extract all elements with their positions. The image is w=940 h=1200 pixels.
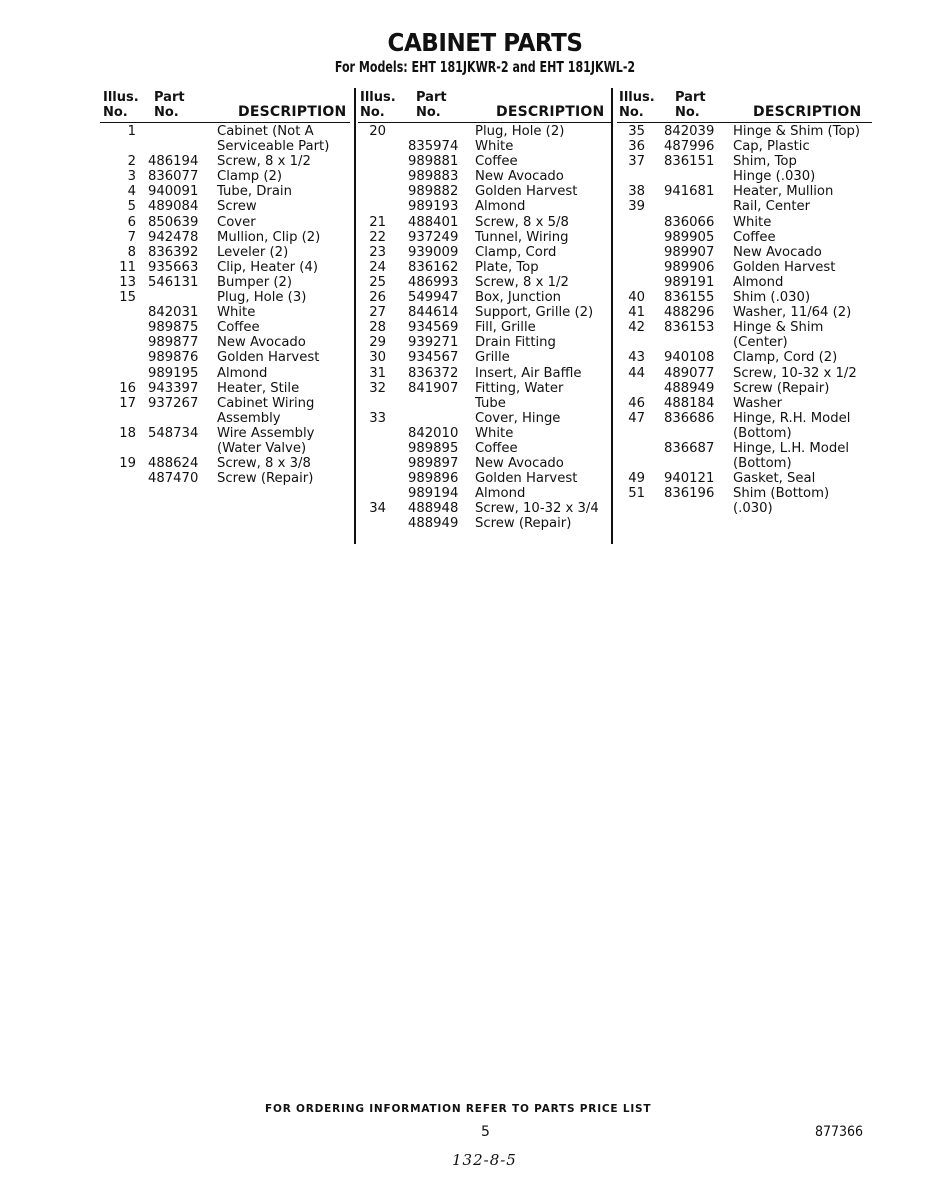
- column-header: [358, 88, 611, 123]
- part-description: (Center): [733, 335, 788, 351]
- illus-number: 34: [369, 501, 386, 517]
- parts-row: [358, 366, 611, 381]
- page-title: CABINET PARTS: [387, 28, 583, 57]
- parts-list: [100, 123, 350, 486]
- header-illus-line2: No.: [103, 105, 128, 120]
- part-description: Shim (.030): [733, 290, 811, 306]
- part-description: Bumper (2): [217, 274, 293, 290]
- part-description: Plug, Hole (3): [217, 290, 307, 306]
- part-number: 488296: [664, 305, 715, 321]
- illus-number: 11: [119, 259, 136, 275]
- page-number: 5: [481, 1124, 490, 1140]
- part-description: (Bottom): [733, 456, 792, 472]
- illus-number: 22: [369, 229, 386, 245]
- illus-number: 37: [628, 154, 645, 170]
- illus-number: 40: [628, 290, 645, 306]
- part-number: 548734: [148, 425, 199, 441]
- illus-number: 5: [127, 199, 136, 215]
- part-description: Almond: [475, 199, 526, 215]
- part-description: White: [733, 214, 772, 230]
- part-description: Screw: [217, 199, 257, 215]
- header-part-line1: Part: [675, 90, 706, 105]
- parts-row: [100, 396, 350, 411]
- part-number: 989896: [408, 471, 459, 487]
- part-description: Assembly: [217, 410, 281, 426]
- part-description: Coffee: [733, 229, 776, 245]
- illus-number: 42: [628, 320, 645, 336]
- part-number: 836392: [148, 244, 199, 260]
- part-description: Hinge (.030): [733, 169, 816, 185]
- header-part-line2: No.: [154, 105, 179, 120]
- parts-row: [358, 441, 611, 456]
- parts-row: [617, 184, 872, 199]
- illus-number: 1: [127, 124, 136, 139]
- part-number: 989895: [408, 440, 459, 456]
- parts-column-3: [617, 88, 872, 516]
- parts-row: [100, 230, 350, 245]
- header-illus-no: [619, 90, 655, 120]
- parts-row: [358, 260, 611, 275]
- illus-number: 8: [127, 244, 136, 260]
- parts-row: [100, 215, 350, 230]
- part-number: 836162: [408, 259, 459, 275]
- parts-column-1: [100, 88, 350, 486]
- parts-row: [100, 441, 350, 456]
- parts-row: [100, 350, 350, 365]
- part-number: 546131: [148, 274, 199, 290]
- part-description: Coffee: [475, 154, 518, 170]
- illus-number: 26: [369, 290, 386, 306]
- parts-row: [617, 366, 872, 381]
- illus-number: 2: [127, 154, 136, 170]
- illus-number: 30: [369, 350, 386, 366]
- part-description: Screw (Repair): [733, 380, 830, 396]
- header-part-line1: Part: [416, 90, 447, 105]
- part-number: 989882: [408, 184, 459, 200]
- part-number: 844614: [408, 305, 459, 321]
- header-illus-line2: No.: [360, 105, 385, 120]
- parts-row: [617, 411, 872, 426]
- part-description: Hinge & Shim (Top): [733, 124, 861, 139]
- part-description: White: [475, 425, 514, 441]
- parts-row: [100, 290, 350, 305]
- parts-row: [100, 305, 350, 320]
- part-description: Fitting, Water: [475, 380, 564, 396]
- parts-row: [358, 305, 611, 320]
- part-description: Screw, 10-32 x 1/2: [733, 365, 857, 381]
- part-description: New Avocado: [217, 335, 306, 351]
- part-number: 935663: [148, 259, 199, 275]
- parts-row: [358, 456, 611, 471]
- part-number: 488184: [664, 395, 715, 411]
- parts-row: [617, 139, 872, 154]
- illus-number: 20: [369, 124, 386, 139]
- part-description: Golden Harvest: [475, 471, 578, 487]
- part-description: Support, Grille (2): [475, 305, 594, 321]
- parts-row: [100, 184, 350, 199]
- parts-row: [358, 411, 611, 426]
- page-subtitle: For Models: EHT 181JKWR-2 and EHT 181JKWL-2: [334, 58, 636, 76]
- parts-list: [617, 123, 872, 516]
- part-number: 842039: [664, 124, 715, 139]
- part-number: 836686: [664, 410, 715, 426]
- part-description: Tube, Drain: [217, 184, 292, 200]
- illus-number: 17: [119, 395, 136, 411]
- illus-number: 31: [369, 365, 386, 381]
- illus-number: 3: [127, 169, 136, 185]
- part-description: Hinge, L.H. Model: [733, 440, 850, 456]
- part-number: 835974: [408, 139, 459, 155]
- part-number: 934567: [408, 350, 459, 366]
- part-description: Clamp, Cord (2): [733, 350, 838, 366]
- header-part-line2: No.: [675, 105, 700, 120]
- parts-row: [358, 396, 611, 411]
- parts-row: [358, 230, 611, 245]
- part-description: Golden Harvest: [475, 184, 578, 200]
- part-description: Cabinet (Not A: [217, 124, 314, 139]
- part-description: Hinge, R.H. Model: [733, 410, 851, 426]
- part-description: Leveler (2): [217, 244, 289, 260]
- parts-row: [100, 260, 350, 275]
- part-number: 989905: [664, 229, 715, 245]
- part-number: 989194: [408, 486, 459, 502]
- part-number: 842010: [408, 425, 459, 441]
- column-divider-1: [354, 88, 356, 544]
- part-number: 989195: [148, 365, 199, 381]
- part-number: 489084: [148, 199, 199, 215]
- parts-row: [100, 275, 350, 290]
- parts-row: [617, 245, 872, 260]
- parts-row: [617, 471, 872, 486]
- illus-number: 15: [119, 290, 136, 306]
- parts-row: [358, 350, 611, 365]
- part-description: Clamp (2): [217, 169, 283, 185]
- parts-row: [617, 305, 872, 320]
- parts-row: [617, 501, 872, 516]
- part-description: Tunnel, Wiring: [475, 229, 569, 245]
- parts-row: [358, 199, 611, 214]
- part-description: Screw, 8 x 5/8: [475, 214, 569, 230]
- part-description: Washer, 11/64 (2): [733, 305, 852, 321]
- part-description: New Avocado: [733, 244, 822, 260]
- part-number: 942478: [148, 229, 199, 245]
- parts-row: [100, 139, 350, 154]
- part-number: 836687: [664, 440, 715, 456]
- parts-row: [617, 350, 872, 365]
- parts-row: [358, 184, 611, 199]
- illus-number: 38: [628, 184, 645, 200]
- part-description: Screw, 8 x 3/8: [217, 456, 311, 472]
- illus-number: 16: [119, 380, 136, 396]
- header-illus-no: [360, 90, 396, 120]
- parts-row: [358, 501, 611, 516]
- parts-row: [617, 456, 872, 471]
- part-description: Screw, 8 x 1/2: [475, 274, 569, 290]
- part-number: 989875: [148, 320, 199, 336]
- part-description: Mullion, Clip (2): [217, 229, 321, 245]
- parts-row: [100, 471, 350, 486]
- illus-number: 25: [369, 274, 386, 290]
- part-number: 989881: [408, 154, 459, 170]
- part-number: 989876: [148, 350, 199, 366]
- parts-row: [617, 396, 872, 411]
- parts-row: [617, 215, 872, 230]
- part-number: 989897: [408, 456, 459, 472]
- parts-row: [100, 320, 350, 335]
- illus-number: 43: [628, 350, 645, 366]
- parts-row: [358, 471, 611, 486]
- illus-number: 13: [119, 274, 136, 290]
- part-number: 487470: [148, 471, 199, 487]
- illus-number: 47: [628, 410, 645, 426]
- header-part-line2: No.: [416, 105, 441, 120]
- parts-row: [617, 426, 872, 441]
- parts-row: [617, 260, 872, 275]
- header-part-no: [416, 90, 447, 120]
- part-description: Screw, 8 x 1/2: [217, 154, 311, 170]
- handwritten-note: 132-8-5: [452, 1151, 517, 1169]
- part-description: New Avocado: [475, 456, 564, 472]
- parts-list: [358, 123, 611, 532]
- part-number: 486194: [148, 154, 199, 170]
- part-description: (.030): [733, 501, 773, 517]
- parts-row: [617, 486, 872, 501]
- illus-number: 27: [369, 305, 386, 321]
- part-number: 836196: [664, 486, 715, 502]
- part-description: Grille: [475, 350, 510, 366]
- header-part-no: [154, 90, 185, 120]
- header-illus-line1: Illus.: [103, 90, 139, 105]
- column-header: [100, 88, 350, 123]
- illus-number: 51: [628, 486, 645, 502]
- part-description: Golden Harvest: [217, 350, 320, 366]
- illus-number: 49: [628, 471, 645, 487]
- illus-number: 28: [369, 320, 386, 336]
- parts-row: [617, 381, 872, 396]
- parts-row: [100, 169, 350, 184]
- part-description: Almond: [217, 365, 268, 381]
- illus-number: 21: [369, 214, 386, 230]
- part-number: 836077: [148, 169, 199, 185]
- illus-number: 6: [127, 214, 136, 230]
- illus-number: 18: [119, 425, 136, 441]
- part-number: 941681: [664, 184, 715, 200]
- illus-number: 23: [369, 244, 386, 260]
- part-number: 836372: [408, 365, 459, 381]
- part-description: (Water Valve): [217, 440, 307, 456]
- header-description: DESCRIPTION: [496, 104, 605, 120]
- header-illus-line2: No.: [619, 105, 644, 120]
- parts-row: [358, 169, 611, 184]
- part-number: 850639: [148, 214, 199, 230]
- part-number: 487996: [664, 139, 715, 155]
- part-number: 549947: [408, 290, 459, 306]
- part-description: White: [217, 305, 256, 321]
- part-number: 842031: [148, 305, 199, 321]
- part-number: 940108: [664, 350, 715, 366]
- illus-number: 24: [369, 259, 386, 275]
- part-description: Shim (Bottom): [733, 486, 830, 502]
- parts-row: [358, 245, 611, 260]
- header-part-line1: Part: [154, 90, 185, 105]
- part-description: Serviceable Part): [217, 139, 330, 155]
- part-number: 937249: [408, 229, 459, 245]
- parts-row: [358, 124, 611, 139]
- part-description: Almond: [475, 486, 526, 502]
- illus-number: 32: [369, 380, 386, 396]
- part-description: Plate, Top: [475, 259, 539, 275]
- part-description: Heater, Mullion: [733, 184, 834, 200]
- parts-row: [617, 275, 872, 290]
- part-description: Insert, Air Baffle: [475, 365, 582, 381]
- parts-row: [617, 335, 872, 350]
- parts-row: [100, 366, 350, 381]
- parts-row: [358, 486, 611, 501]
- parts-row: [617, 290, 872, 305]
- parts-row: [358, 290, 611, 305]
- illus-number: 35: [628, 124, 645, 139]
- illus-number: 46: [628, 395, 645, 411]
- part-number: 488401: [408, 214, 459, 230]
- parts-row: [358, 275, 611, 290]
- part-description: Clamp, Cord: [475, 244, 557, 260]
- parts-row: [358, 154, 611, 169]
- parts-row: [617, 441, 872, 456]
- part-description: Cover: [217, 214, 256, 230]
- parts-row: [358, 381, 611, 396]
- part-number: 989907: [664, 244, 715, 260]
- header-description: DESCRIPTION: [238, 104, 347, 120]
- parts-row: [100, 411, 350, 426]
- part-number: 989906: [664, 259, 715, 275]
- parts-row: [617, 169, 872, 184]
- part-number: 836153: [664, 320, 715, 336]
- part-number: 488949: [664, 380, 715, 396]
- parts-row: [100, 245, 350, 260]
- part-number: 836066: [664, 214, 715, 230]
- part-description: Rail, Center: [733, 199, 811, 215]
- ordering-note: FOR ORDERING INFORMATION REFER TO PARTS PRICE LIST: [265, 1103, 652, 1115]
- parts-row: [100, 124, 350, 139]
- part-description: Screw (Repair): [217, 471, 314, 487]
- part-description: Cap, Plastic: [733, 139, 810, 155]
- part-number: 943397: [148, 380, 199, 396]
- part-description: Screw, 10-32 x 3/4: [475, 501, 599, 517]
- part-number: 989877: [148, 335, 199, 351]
- part-number: 934569: [408, 320, 459, 336]
- part-description: Drain Fitting: [475, 335, 556, 351]
- document-number: 877366: [815, 1124, 864, 1140]
- part-description: Wire Assembly: [217, 425, 315, 441]
- part-number: 940121: [664, 471, 715, 487]
- header-illus-line1: Illus.: [360, 90, 396, 105]
- part-description: Golden Harvest: [733, 259, 836, 275]
- parts-row: [100, 381, 350, 396]
- part-number: 488624: [148, 456, 199, 472]
- header-illus-line1: Illus.: [619, 90, 655, 105]
- part-description: Almond: [733, 274, 784, 290]
- part-description: Heater, Stile: [217, 380, 300, 396]
- parts-row: [358, 335, 611, 350]
- parts-row: [100, 199, 350, 214]
- part-description: Box, Junction: [475, 290, 562, 306]
- part-number: 486993: [408, 274, 459, 290]
- part-description: Tube: [475, 395, 506, 411]
- parts-row: [100, 154, 350, 169]
- parts-row: [358, 426, 611, 441]
- part-number: 841907: [408, 380, 459, 396]
- parts-row: [358, 139, 611, 154]
- part-description: Screw (Repair): [475, 516, 572, 532]
- part-description: Hinge & Shim: [733, 320, 824, 336]
- column-divider-2: [611, 88, 613, 544]
- header-description: DESCRIPTION: [753, 104, 862, 120]
- part-number: 836151: [664, 154, 715, 170]
- parts-column-2: [358, 88, 611, 532]
- illus-number: 39: [628, 199, 645, 215]
- parts-row: [617, 230, 872, 245]
- parts-row: [617, 124, 872, 139]
- parts-row: [100, 335, 350, 350]
- part-description: New Avocado: [475, 169, 564, 185]
- illus-number: 33: [369, 410, 386, 426]
- part-description: Fill, Grille: [475, 320, 536, 336]
- header-part-no: [675, 90, 706, 120]
- part-description: Cabinet Wiring: [217, 395, 315, 411]
- part-description: Gasket, Seal: [733, 471, 816, 487]
- part-number: 489077: [664, 365, 715, 381]
- illus-number: 4: [127, 184, 136, 200]
- column-header: [617, 88, 872, 123]
- part-description: Clip, Heater (4): [217, 259, 318, 275]
- part-number: 488948: [408, 501, 459, 517]
- part-description: Coffee: [217, 320, 260, 336]
- illus-number: 19: [119, 456, 136, 472]
- parts-row: [617, 320, 872, 335]
- part-number: 940091: [148, 184, 199, 200]
- part-description: Shim, Top: [733, 154, 797, 170]
- parts-row: [100, 426, 350, 441]
- part-number: 836155: [664, 290, 715, 306]
- illus-number: 29: [369, 335, 386, 351]
- parts-row: [358, 320, 611, 335]
- part-number: 937267: [148, 395, 199, 411]
- parts-row: [358, 516, 611, 531]
- parts-row: [617, 199, 872, 214]
- part-description: Cover, Hinge: [475, 410, 561, 426]
- part-number: 989883: [408, 169, 459, 185]
- parts-row: [100, 456, 350, 471]
- part-description: Washer: [733, 395, 783, 411]
- parts-row: [358, 215, 611, 230]
- part-description: (Bottom): [733, 425, 792, 441]
- part-number: 989191: [664, 274, 715, 290]
- part-description: White: [475, 139, 514, 155]
- part-number: 989193: [408, 199, 459, 215]
- part-number: 488949: [408, 516, 459, 532]
- part-description: Plug, Hole (2): [475, 124, 565, 139]
- illus-number: 36: [628, 139, 645, 155]
- illus-number: 44: [628, 365, 645, 381]
- parts-row: [617, 154, 872, 169]
- part-number: 939009: [408, 244, 459, 260]
- illus-number: 7: [127, 229, 136, 245]
- part-description: Coffee: [475, 440, 518, 456]
- part-number: 939271: [408, 335, 459, 351]
- illus-number: 41: [628, 305, 645, 321]
- header-illus-no: [103, 90, 139, 120]
